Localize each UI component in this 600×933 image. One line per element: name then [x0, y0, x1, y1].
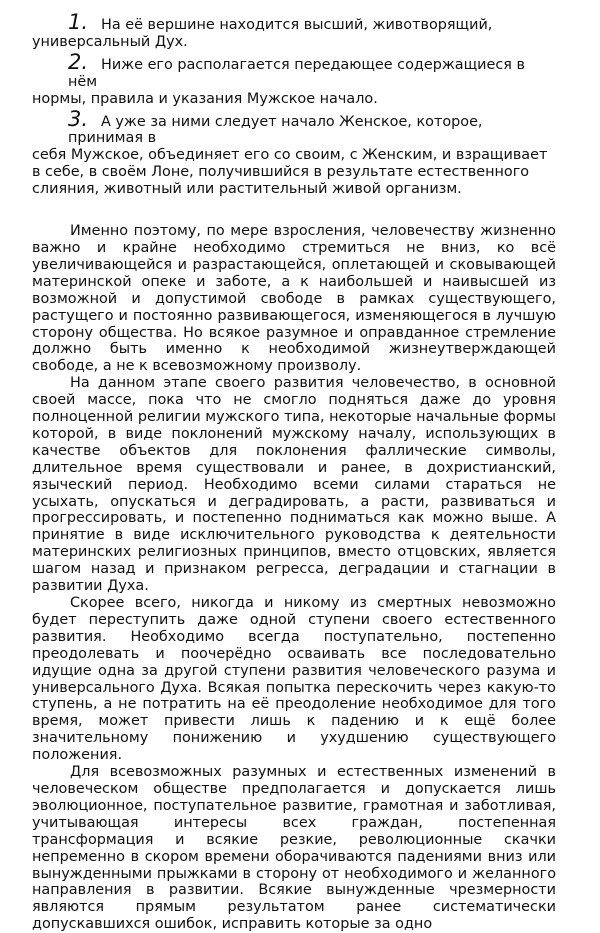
list-item-first-line	[32, 49, 556, 91]
list-item-1	[32, 10, 556, 51]
list-item-2	[32, 49, 556, 108]
list-number: 1.	[68, 10, 89, 34]
body-paragraph: На данном этапе своего развития человечество, в основной своей массе, пока что не смогло подняться даже до уровня полноценной религии мужского типа, некоторые начальные формы которой, в виде поклонений мужскому началу, использующих в качестве объектов для поклонения фаллические символы, длительное время существовали и ранее, в дохристианский, языческий период. Необходимо всеми силами стараться не усыхать, опускаться и деградировать, а расти, развиваться и прогрессировать, и постепенно подниматься как можно выше. А принятие в виде исключительного руководства к деятельности материнских религиозных принципов, вместо отцовских, является шагом назад и признаком регресса, деградации и стагнации в развитии Духа.	[32, 375, 556, 595]
list-item-lead-text: Ниже его располагается передающее содержащиеся в нём	[68, 56, 526, 90]
list-item-lead-text: А уже за ними следует начало Женское, которое, принимая в	[68, 113, 483, 147]
list-number: 2.	[68, 49, 89, 74]
list-item-continuation: универсальный Дух.	[32, 33, 188, 50]
body-paragraph: Для всевозможных разумных и естественных изменений в человеческом обществе предполагается и допускается лишь эволюционное, поступательное развитие, грамотная и заботливая, учитывающая интересы всех граждан, постепенная трансформация и всякие резкие, революционные скачки непременно в скором времени оборачиваются падениями вниз или вынужденными прыжками в сторону от необходимого и желанного направления в развитии. Всякие вынужденные чрезмерности являются прямым результатом ранее систематически допускавшихся ошибок, исправить которые за одно	[32, 764, 556, 933]
list-item-continuation: нормы, правила и указания Мужское начало.	[32, 90, 378, 107]
list-item-lead-text: На её вершине находится высший, животворящий,	[101, 17, 493, 33]
body-paragraph: Скорее всего, никогда и никому из смертных невозможно будет переступить даже одной ступени своего естественного развития. Необходимо всегда поступательно, постепенно преодолевать и поочерёдно осваивать все последовательно идущие одна за другой ступени развития человеческого разума и универсального Духа. Всякая попытка перескочить через какую-то ступень, а не потратить на её преодоление необходимое для того время, может привести лишь к падению и к ещё более значительному понижению и ухудшению существующего положения.	[32, 595, 556, 764]
section-gap	[32, 201, 556, 223]
list-number: 3.	[68, 106, 89, 131]
list-item-first-line	[32, 106, 556, 148]
body-paragraph: Именно поэтому, по мере взросления, человечеству жизненно важно и крайне необходимо стремиться не вниз, ко всё увеличивающейся и разрастающейся, оплетающей и сковывающей материнской опеке и заботе, а к наибольшей и наивысшей из возможной и допустимой свободе в рамках существующего, растущего и постоянно развивающегося, изменяющегося в лучшую сторону общества. Но всякое разумное и оправданное стремление должно быть именно к необходимой жизнеутверждающей свободе, а не к всевозможному произволу.	[32, 223, 556, 375]
list-item-continuation: себя Мужское, объединяет его со своим, с Женским, и взращивает в себе, в своём Лоне, получившийся в результате естественного слияния, животный или растительный живой организм.	[32, 147, 548, 198]
list-item-first-line	[32, 10, 556, 34]
list-item-3	[32, 106, 556, 199]
